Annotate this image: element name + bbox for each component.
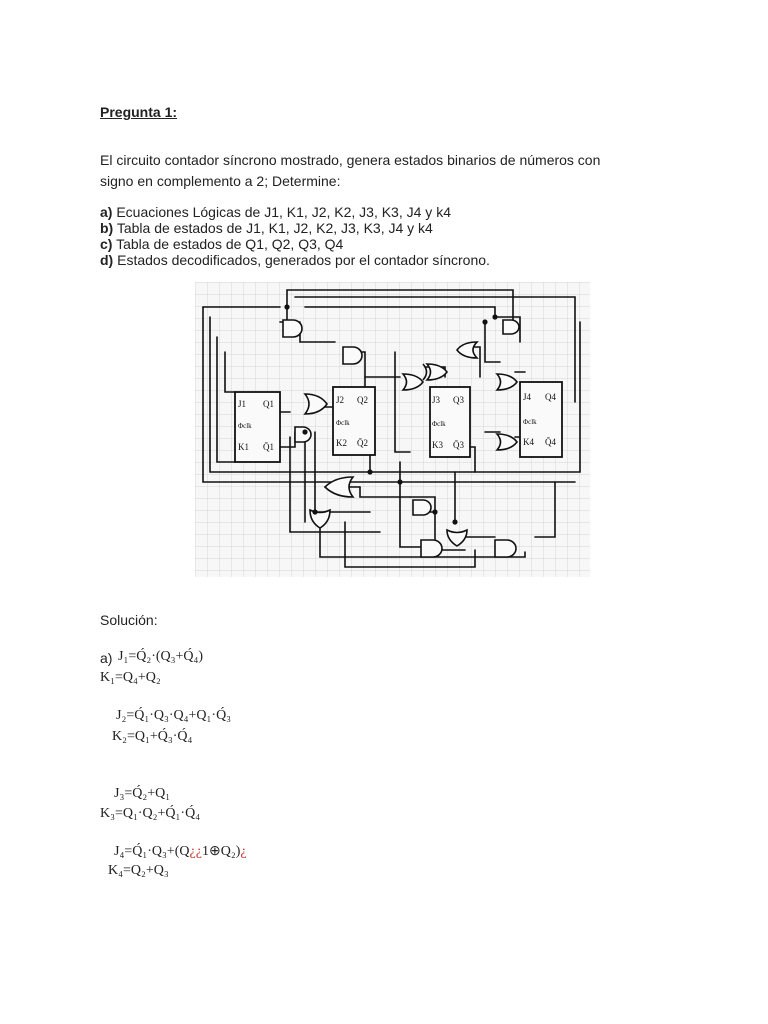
item-text: Estados decodificados, generados por el contador síncrono. [117,252,490,268]
ff3-qn-label: Q̄3 [453,440,464,450]
ff3-q-label: Q3 [453,395,464,405]
list-item [100,236,343,252]
and-gate [283,320,302,337]
equation-j4-mid: 1⊕Q₂) [201,844,241,859]
equation-j3: J₃=Q́₂+Q₁ [114,786,171,801]
ff1-k-label: K1 [238,442,249,452]
solution-heading: Solución: [100,612,158,628]
ff1-qn-label: Q̄1 [263,442,274,452]
ff2-clk-label: Φclk [336,419,350,427]
item-letter: c) [100,236,113,252]
intro-line-2: signo en complemento a 2; Determine: [100,173,341,189]
ff1-clk-label: Φclk [238,422,252,430]
ff1-q-label: Q1 [263,399,274,409]
and-gate [421,540,442,557]
ff3-j-label: J3 [432,395,441,405]
ff2-q-label: Q2 [357,395,368,405]
equation-k2: K₂=Q₁+Q́₃·Q́₄ [112,729,193,744]
and-gate [495,540,516,557]
equation-k3: K₃=Q₁·Q₂+Q́₁·Q́₄ [100,806,201,821]
equation-j4-main: J₄=Q́₁·Q₃+(Q [114,844,190,859]
item-text: Tabla de estados de J1, K1, J2, K2, J3, K3, J4 y k4 [116,220,433,236]
and-gate [413,500,431,515]
list-item [100,220,433,236]
ff4-j-label: J4 [523,392,532,402]
list-item [100,204,451,220]
equation-j4-error-2: ¿ [240,844,247,859]
and-gate [343,347,362,364]
item-text: Ecuaciones Lógicas de J1, K1, J2, K2, J3, K3, J4 y k4 [116,204,451,220]
ff3-k-label: K3 [432,440,443,450]
item-letter: d) [100,252,114,268]
ff3-clk-label: Φclk [432,420,446,428]
ff1-j-label: J1 [238,399,247,409]
and-gate [295,427,311,442]
ff2-j-label: J2 [336,395,345,405]
equation-k4: K₄=Q₂+Q₃ [108,863,169,878]
ff4-k-label: K4 [523,437,534,447]
and-gate [503,320,519,334]
ff4-qn-label: Q̄4 [545,437,556,447]
intro-line-1: El circuito contador síncrono mostrado, genera estados binarios de números con [100,152,601,168]
item-letter: a) [100,204,113,220]
list-item [100,252,490,268]
equation-j4-error-1: ¿¿ [189,844,202,859]
equation-k1: K₁=Q₄+Q₂ [100,670,161,685]
equation-j1: J₁=Q́₂·(Q₃+Q́₄) [118,649,204,664]
circuit-diagram [195,282,590,577]
question-title: Pregunta 1: [100,104,178,120]
item-letter: b) [100,220,114,236]
equation-j4 [114,843,247,860]
ff4-clk-label: Φclk [523,418,537,426]
item-text: Tabla de estados de Q1, Q2, Q3, Q4 [116,236,344,252]
ff2-k-label: K2 [336,438,347,448]
ff4-q-label: Q4 [545,392,556,402]
ff2-qn-label: Q̄2 [357,438,368,448]
equation-j2: J₂=Q́₁·Q₃·Q₄+Q₁·Q́₃ [116,708,232,723]
solution-part-label: a) [100,650,113,666]
